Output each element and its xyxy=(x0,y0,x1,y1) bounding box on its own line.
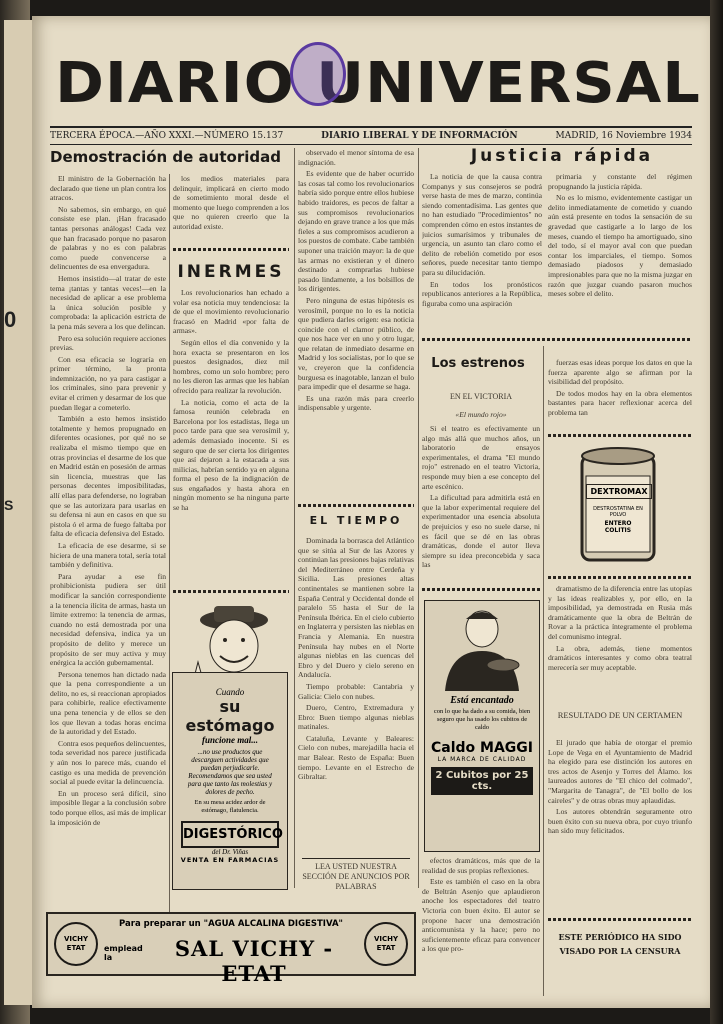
chef-illustration xyxy=(425,601,539,691)
dextromax-ad xyxy=(548,442,692,570)
maggi-ad xyxy=(424,600,540,852)
paragraph: primaria y constante del régimen propugnando la justicia rápida. xyxy=(548,172,692,191)
headline-estrenos: Los estrenos xyxy=(431,356,525,371)
paragraph: La dificultad para admitirla está en que la labor experimental requiere del experimentador una esencia absoluta de prejuicios y eso no suele darse, ni es fácil que se dé en las obras dramáticas, donde el autor lleva siempre su idea preconcebida y saca las xyxy=(422,493,540,570)
paragraph: Con esa eficacia se lograría en primer término, la pronta indemnización, no ya para castigar a los criminales, sino para prevenir y evitar el crimen y desarmar de los que puedan llegar a cometerlo. xyxy=(50,354,166,412)
section-rule xyxy=(173,248,289,251)
ad-note: En su mesa acidez ardor de estómago, flatulencia. xyxy=(194,799,266,814)
article-estrenos-continued xyxy=(548,358,692,430)
article-estrenos-end-b xyxy=(548,584,692,702)
paragraph: Si el teatro es efectivamente un algo más allá que muchos años, un laboratorio de ensayos experimentales, el drama "El mundo rojo" estrenado en el teatro Victoria, responde muy bien a ese concepto del arte escénico. xyxy=(422,424,540,491)
edition-info: TERCERA ÉPOCA.—AÑO XXXI.—NÚMERO 15.137 xyxy=(50,131,284,141)
digestorico-brand: DIGESTÓRICO xyxy=(181,821,279,848)
paragraph: Pero ninguna de estas hipótesis es verosímil, porque no lo es la noticia que pudiera darles origen: esa noticia coincide con el clamor público, de que nos hace ver en uno y otro lugar, que relatan de inmediato desarme en Madrid y los socialistas, por lo que se ve, creyeron que la confidencia burguesa es inagotable, lanzan el bulo para impedir que el desarme se haga. xyxy=(298,295,414,392)
vichy-brand: SAL VICHY - ETAT xyxy=(174,936,334,986)
paragraph: Tiempo probable: Cantabria y Galicia: Cielo con nubes. xyxy=(298,681,414,701)
ad-footer: VENTA EN FARMACIAS xyxy=(180,856,280,864)
vichy-top-line: Para preparar un "AGUA ALCALINA DIGESTIVA" xyxy=(119,919,343,929)
masthead-title: DIARIO UNIVERSAL xyxy=(55,50,701,116)
paragraph: La obra, además, tiene momentos dramáticos interesantes y como obra teatral merecería ser muy aceptable. xyxy=(548,643,692,672)
article-estrenos-end xyxy=(422,856,540,996)
maggi-body: con lo que ha dado a su comida, bien seguro que ha usado los cubitos de caldo xyxy=(433,708,531,731)
notice-censura: ESTE PERIÓDICO HA SIDO VISADO POR LA CENSURA xyxy=(558,932,682,956)
paragraph: Contra esos pequeños delincuentes, toda severidad nos parece justificada y aún nos lo parece más, cuando el castigo es una medida de prevención social al puede evitar la delincuencia. xyxy=(50,738,166,787)
headline-inermes: INERMES xyxy=(177,262,285,282)
section-rule xyxy=(422,338,692,341)
paragraph: Pero esa solución requiere acciones previas. xyxy=(50,333,166,353)
vichy-ad xyxy=(46,912,416,986)
headline-block xyxy=(50,148,290,166)
ad-sub-text: funcione mal... xyxy=(201,735,258,745)
maggi-headline: Está encantado xyxy=(450,695,514,706)
headline-justicia: Justicia rápida xyxy=(470,146,654,166)
article-inermes-continued xyxy=(298,148,414,496)
digestorico-ad xyxy=(168,602,294,892)
article-justicia xyxy=(422,172,542,332)
notice-anuncios: LEA USTED NUESTRA SECCIÓN DE ANUNCIOS POR PALABRAS xyxy=(302,858,410,892)
paragraph: No es lo mismo, evidentemente castigar un delito inmediatamente de cometido y cuando aún está presente en todos la sensación de su gravedad que castigarle a lo largo de los meses, cuando el tiempo ha amortiguado, sino del todo, sí el mayor aval con que puedan contar los imparciales, el tiempo. Somos demasiado piadosos y demasiado impresionables para que no la misma juzgar en razón que juzgar cuando pasaron muchos meses sobre el delito. xyxy=(548,193,692,299)
library-stamp xyxy=(290,42,346,106)
paragraph: Hemos insistido—al tratar de este tema ¡tantas y tantas veces!—en la necesidad de aplicar a ese problema la única solución posible y comprobada: la aplicación estricta de la pena más severa a los que delincan. xyxy=(50,273,166,331)
play-title: «El mundo rojo» xyxy=(455,410,507,419)
vichy-badge-right: VICHY ETAT xyxy=(364,922,408,966)
dextromax-line: DESTROSTATINA EN POLVO xyxy=(593,506,643,518)
article-inermes xyxy=(173,288,289,588)
adjacent-page-fragment: S xyxy=(4,497,14,513)
paragraph: Los revolucionarios han echado a volar esa noticia muy tendenciosa: la de que el movimiento revolucionario fracasó en Madrid «por falta de armas». xyxy=(173,288,289,336)
dateline-strip xyxy=(50,126,692,145)
article-estrenos xyxy=(422,424,540,584)
paragraph: dramatismo de la diferencia entre las utopías y las ideas realizables y, por ello, en la imposibilidad, ya demostrada en Rusia más dramáticamente que la obra de Beltrán de Rovar a la práctica íntegramente el problema del comunismo integral. xyxy=(548,584,692,641)
paragraph: También a esto hemos insistido totalmente y hemos propugnado en diferentes ocasiones, por qué no se realizaba el mismo tiempo que en otras provincias el desarme de los que en Madrid están en posesión de armas sin licencia, muestras que las personas decentes imposibilitadas, allí ellas para defenderse, no lograban que se las autorizara para usarlas en su defensa ni aun en casos en que su pistola ó el arma de fuego faltaba por falta de eficacia defensiva del Estado. xyxy=(50,414,166,539)
paragraph: los medios materiales para delinquir, implicará en cierto modo de sometimiento moral desde el momento que luego comprenden a los que no quieren creerlo que la autoridad existe. xyxy=(173,174,289,231)
paragraph: Los autores obtendrán seguramente otro buen éxito con su nueva obra, por cuyo triunfo han sido muy felicitados. xyxy=(548,807,692,836)
adjacent-page-fragment: 0 xyxy=(4,307,17,332)
paragraph: El ministro de la Gobernación ha declarado que tiene un plan contra los atracos. xyxy=(50,174,166,203)
maggi-tag: LA MARCA DE CALIDAD xyxy=(437,756,527,763)
paragraph: Este es también el caso en la obra de Beltrán Asenjo que aplaudieron anoche los espectadores del teatro Victoria con buen éxito. El autor se propone hacer una demostración anticomunista y la hace; pero no suficientemente eficaz para convencer a los que pro- xyxy=(422,877,540,954)
ad-big-text: su estómago xyxy=(185,697,275,735)
section-rule xyxy=(548,434,692,437)
paragraph: Persona tenemos han dictado nada que la pena correspondiente a un delito, no es, si reaccionan apropiados para cohibirle, realice efectivamente una pena tenencia y de ellos se den los que llevan a todas horas encima de la autoridad y del Estado. xyxy=(50,669,166,737)
section-rule xyxy=(298,504,414,507)
paragraph: Para ayudar a ese fin prohibicionista pudiera ser útil modificar la sanción correspondiente a la tenencia ilícita de armas, hasta un límite extremo: la tenencia de armas, cuando no está demostrada por una necesidad defensiva, indica ya un propósito de delito y merece un propósito de ser muy activa y muy enérgica la acción gubernamental. xyxy=(50,571,166,668)
dextromax-sub: ENTERO COLITIS xyxy=(604,520,632,534)
vichy-mid-line: emplead la xyxy=(104,944,143,962)
paragraph: efectos dramáticos, más que de la realidad de sus propias reflexiones. xyxy=(422,856,540,875)
section-rule xyxy=(173,590,289,593)
paragraph: En un proceso será difícil, sino imposible llegar a la conclusión sobre todo porque ellos, así más de implicar la imposición de xyxy=(50,788,166,827)
paragraph: Es una razón más para creerlo indispensable y urgente. xyxy=(298,393,414,413)
article-demostracion-continued xyxy=(173,174,289,234)
paragraph: Duero, Centro, Extremadura y Ebro: Buen tiempo algunas nieblas matinales. xyxy=(298,703,414,732)
paper-subtitle: DIARIO LIBERAL Y DE INFORMACIÓN xyxy=(321,131,518,141)
paragraph: El jurado que había de otorgar el premio Lope de Vega en el Ayuntamiento de Madrid ha elegido para ese distinción los autores en tres actos de Asenjo y Torres del Álamo. los laureados autores de "El chico del colmado", "Margarita de Tanagra", de "El bollo de los caireles" y de otras obras muy aplaudidas. xyxy=(548,738,692,805)
headline-resultado: RESULTADO DE UN CERTAMEN xyxy=(557,710,683,720)
column-divider xyxy=(543,346,544,996)
ad-body: ...no use productos que descarguen actividades que puedan perjudicarle. Recomendamos que sea usted para que tanto las molestias y dolores de pecho. xyxy=(187,748,273,796)
adjacent-page-edge xyxy=(4,20,32,1005)
digestorico-ad-panel xyxy=(172,672,288,890)
paragraph: Cataluña, Levante y Baleares: Cielo con nubes, marejadilla hacia el mar Balear. Resto de España: Buen tiempo. Levante en el Estrecho de Gibraltar. xyxy=(298,733,414,782)
dextromax-brand: DEXTROMAX xyxy=(586,484,652,499)
paragraph: Según ellos el día convenido y la hora exacta se presentaron en los puestos designados, diez mil hombres, como un solo hombre; pero no les dieron las armas que les habían ofrecido para realizar la revolución. xyxy=(173,337,289,395)
section-rule xyxy=(548,576,692,579)
article-tiempo xyxy=(298,536,414,854)
article-resultado xyxy=(548,738,692,918)
paragraph: En todos los pronósticos republicanos anteriores a la República, figuraba como una aspiración xyxy=(422,279,542,308)
paragraph: Es evidente que de haber ocurrido las cosas tal como los revolucionarios habría sido porque entre ellos hubiese habido traidores, es pecos de faltar a sus compromisos revolucionarios dejando en grave trance a los que más fieles a sus compromisos acudieron a los puestos de combate. Cabe también suponer una traición mayor: la de que las armas no existieran y el dinero destinado a comprarlas hubiese pasado lindamente, a los bolsillos de los dirigentes. xyxy=(298,169,414,294)
maggi-price: 2 Cubitos por 25 cts. xyxy=(431,767,533,795)
theatre-name: EN EL VICTORIA xyxy=(449,392,513,401)
book-right-edge xyxy=(710,0,723,1024)
column-divider xyxy=(294,148,295,888)
article-justicia-continued xyxy=(548,172,692,332)
date-info: MADRID, 16 Noviembre 1934 xyxy=(555,131,692,141)
newspaper-page xyxy=(32,16,710,1008)
paragraph: fuerzas esas ideas porque los datos en que la fuerza aparente algo se afirman por la visibilidad del propósito. xyxy=(548,358,692,387)
ad-headline: Cuando xyxy=(215,687,245,697)
section-rule xyxy=(548,918,692,921)
paragraph: observado el menor síntoma de esa indignación. xyxy=(298,148,414,167)
headline-demostracion: Demostración de autoridad xyxy=(50,148,281,166)
paragraph: La eficacia de ese desarme, si se hiciera de una manera total, sería total también y definitiva. xyxy=(50,540,166,570)
vichy-badge-left: VICHY ETAT xyxy=(54,922,98,966)
headline-tiempo: EL TIEMPO xyxy=(309,514,403,527)
paragraph: Dominada la borrasca del Atlántico que se sitúa al Sur de las Azores y continúan las presiones bajas relativas del Mediterráneo entre Cerdeña y Sicilia. Las presiones altas continentales se mantienen sobre la España Central y Occidental donde el paralelo 55 hasta el Sur de la Península Ibérica. En el cielo cubierto en Inglaterra y persisten las nieblas en Francia y Alemania. En nuestra Península hay nubes en el Norte algunas nieblas en las cuencas del Ebro y del Duero y cielo sereno en Andalucía. xyxy=(298,536,414,680)
ad-tag: del Dr. Viñas xyxy=(211,848,249,856)
article-demostracion xyxy=(50,174,166,998)
column-divider xyxy=(418,148,419,888)
paragraph: De todos modos hay en la obra elementos bastantes para hacer reflexionar acerca del problema tan xyxy=(548,388,692,417)
paragraph: La noticia, como el acta de la famosa reunión celebrada en Barcelona por los estadistas, llega un poco tarde para que sea verosímil y, además demasiado inocente. Si es seguro que de ser cierta los dirigentes que así dejaron a la estacada a sus milicias, habrían sentido ya en alguna forma el peso de la indignación de sus engañados y hasta ahora en ningún momento se ha ninguna parte se ha xyxy=(173,397,289,513)
paragraph: La noticia de que la causa contra Companys y sus consejeros se podrá verse hasta de mes de marzo, continúa siendo comentadísima. Las gentes que no han estudiado "Procedimientos" no comprenden cómo en estos instantes de juicios sumarísimos y tribunales de urgencia, un asunto tan claro como el delito de rebelión cometido por esos señores, puede necesitar tanto tiempo para su dilucidación. xyxy=(422,172,542,277)
maggi-brand: Caldo MAGGI xyxy=(431,740,533,756)
paragraph: No sabemos, sin embargo, en qué consiste ese plan. ¡Han fracasado tantas personas análogas! Cada vez que han fracasado porque no pasaron de palabras y no es con palabras como puede convencerse a delincuentes de esa envergadura. xyxy=(50,204,166,272)
section-rule xyxy=(422,588,540,591)
